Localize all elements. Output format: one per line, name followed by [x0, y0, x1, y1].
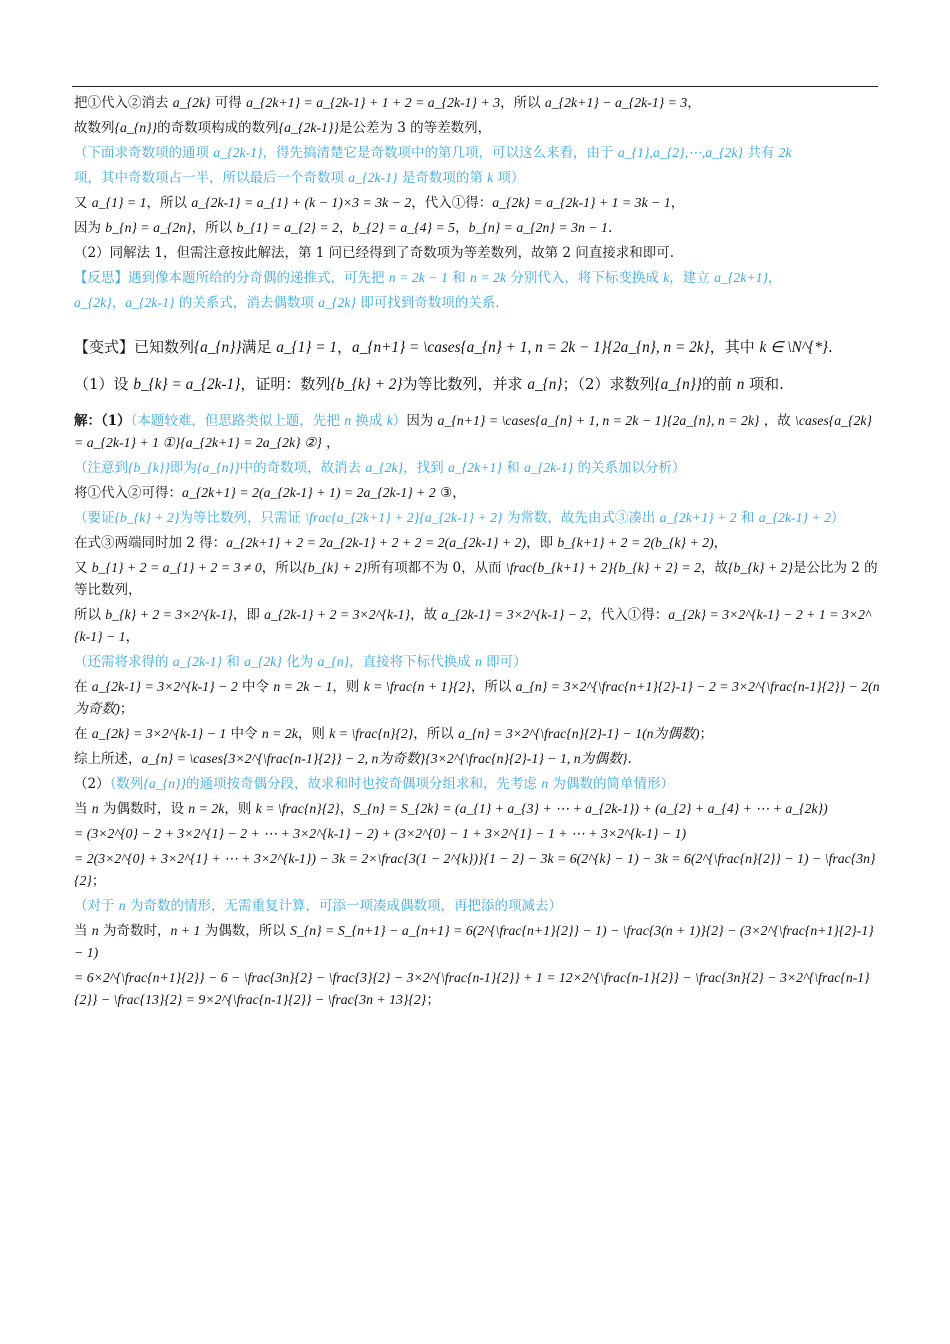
text-line	[74, 532, 880, 554]
note-math: a_{2k}	[244, 654, 282, 669]
note-line	[74, 895, 880, 917]
text-segment: ，则	[224, 801, 256, 817]
note-text: 项）	[493, 170, 525, 186]
text-line	[74, 117, 880, 139]
text-segment: ，故	[701, 560, 729, 576]
text-segment: ，	[125, 629, 140, 645]
note-math: \frac{a_{2k+1} + 2}{a_{2k-1} + 2}	[305, 510, 503, 525]
note-math: a_{2k}	[365, 460, 404, 475]
math-expression: b_{n} = a_{2n}	[105, 220, 192, 235]
text-segment: ；	[426, 992, 440, 1008]
math-expression: a_{1} = 1	[91, 195, 147, 210]
note-text: 和	[447, 270, 470, 286]
note-math: {b_{k} + 2}	[114, 510, 180, 525]
note-text: ）	[831, 510, 845, 526]
note-text: 共有	[743, 145, 779, 161]
text-segment: ，所以	[413, 726, 459, 742]
note-text: 换成	[351, 413, 387, 429]
note-math: n = 2k	[470, 270, 507, 285]
math-expression: n = 2k	[261, 726, 298, 741]
note-text: （对于	[74, 898, 119, 914]
math-expression: {b_{k} + 2}	[728, 560, 793, 575]
math-expression: = (3×2^{0} − 2 + 3×2^{1} − 2 + ⋯ + 3×2^{k-1} − 2) + (3×2^{0} − 1 + 3×2^{1} − 1 + ⋯ + 3×2^{k-1} − 1)	[74, 826, 687, 841]
math-expression: n	[91, 923, 99, 938]
math-expression: {a_{n}}	[114, 120, 158, 135]
note-text: （注意到	[74, 460, 128, 476]
summary-line	[74, 748, 880, 770]
text-segment: 项和.	[744, 375, 784, 393]
math-expression: a_{2k-1} = 3×2^{k-1} − 2	[91, 679, 238, 694]
text-segment: ，证明：数列	[240, 375, 331, 393]
text-segment: ，即	[232, 607, 265, 623]
note-math: a_{2k-1}	[172, 654, 223, 669]
note-math: a_{2k-1}	[524, 460, 574, 475]
note-math: a_{2k}	[318, 295, 356, 310]
note-line	[74, 773, 880, 795]
text-segment: ，	[339, 801, 354, 817]
note-math: a_{2k-1}	[125, 295, 175, 310]
note-text: （下面求奇数项的通项	[74, 145, 214, 161]
text-segment: 又	[74, 560, 92, 576]
text-segment: ，代入①得：	[411, 195, 493, 211]
note-text: ，建立	[669, 270, 715, 286]
math-expression: S_{n} = S_{2k} = (a_{1} + a_{3} + ⋯ + a_{2k-1}) + (a_{2} + a_{4} + ⋯ + a_{2k})	[353, 801, 828, 816]
note-text: 项，其中奇数项占一半，所以最后一个奇数项	[74, 170, 349, 186]
note-math: n = 2k − 1	[388, 270, 448, 285]
note-math: k	[663, 270, 670, 285]
note-math: k	[487, 170, 494, 185]
text-segment: 故数列	[74, 120, 115, 136]
text-segment: 当	[74, 923, 92, 939]
text-segment: ，故	[410, 607, 442, 623]
math-expression: a_{n}	[527, 376, 563, 393]
text-segment: ；	[119, 701, 134, 717]
text-segment: ，代入①得：	[587, 607, 669, 623]
note-math: {b_{k}}	[128, 460, 170, 475]
math-expression: \cases{a_{2k} = a_{2k-1} + 1 ①}{a_{2k+1} = 2a_{2k} ②}	[74, 413, 872, 450]
text-segment: .	[828, 338, 833, 356]
note-line	[74, 167, 880, 189]
note-math: a_{2k}	[74, 295, 112, 310]
variant-problem-statement	[74, 336, 880, 359]
text-segment: ；	[91, 873, 106, 889]
note-math: {a_{n}}	[143, 776, 187, 791]
text-segment: ，	[337, 338, 353, 356]
note-text: 【反思】遇到像本题所给的分奇偶的递推式，可先把	[74, 270, 389, 286]
note-math: a_{2k+1}	[447, 460, 502, 475]
note-math: n	[118, 898, 126, 913]
note-math: {a_{n}}	[196, 460, 240, 475]
text-segment: 的奇数项构成的数列	[157, 120, 279, 136]
text-segment: 为偶数时，设	[98, 801, 189, 817]
math-expression: b_{1} = a_{2} = 2	[236, 220, 340, 235]
math-expression: {a_{2k-1}}	[278, 120, 339, 135]
variant-problem-questions	[74, 373, 880, 396]
math-expression: a_{2k-1} + 2 = 3×2^{k-1}	[264, 607, 411, 622]
note-text: 为等比数列，只需证	[179, 510, 306, 526]
text-segment: 因为	[74, 220, 106, 236]
header-rule	[72, 86, 878, 87]
text-segment: 中令	[226, 726, 262, 742]
math-expression: {b_{k} + 2}	[302, 560, 368, 575]
math-expression: n = 2k − 1	[273, 679, 333, 694]
solution-start-line	[74, 410, 880, 454]
note-math: n	[344, 413, 352, 428]
math-expression: k ∈ \N^{*}	[759, 339, 829, 356]
math-expression: = 6×2^{\frac{n+1}{2}} − 6 − \frac{3n}{2} − \frac{3}{2} − 3×2^{\frac{n-1}{2}} + 1 = 12×2^{\frac{n-1}{2}} − \frac{3n}{2} − 3×2^{\frac{n-1}{2}} − \frac{13}{2} = 9×2^{\frac{n-1}{2}} − \frac{3n + 13}{2}	[74, 970, 870, 1007]
note-math: n	[541, 776, 549, 791]
note-line	[74, 142, 880, 164]
note-text: ，得先搞清楚它是奇数项中的第几项，可以这么来看，由于	[262, 145, 618, 161]
text-segment: 解：（1）	[74, 413, 131, 429]
text-line	[74, 604, 880, 648]
note-text: 中的奇数项，故消去	[239, 460, 366, 476]
math-expression: a_{n+1} = \cases{a_{n} + 1, n = 2k − 1}{2a_{n}, n = 2k}	[352, 339, 710, 356]
text-line	[74, 242, 880, 264]
math-expression: b_{n} = a_{2n} = 3n − 1	[468, 220, 608, 235]
note-text: 的关系加以分析）	[573, 460, 686, 476]
note-line	[74, 457, 880, 479]
text-segment: ，所以	[500, 95, 545, 111]
note-text: ，找到	[403, 460, 448, 476]
text-segment: 中令	[237, 679, 274, 695]
text-segment: .	[607, 220, 613, 236]
note-math: a_{2k+1} + 2	[659, 510, 737, 525]
text-segment: ，	[687, 95, 701, 111]
math-expression: k = \frac{n}{2}	[329, 726, 414, 741]
math-expression: a_{n} = \cases{3×2^{\frac{n-1}{2}} − 2, n为奇数}{3×2^{\frac{n}{2}-1} − 1, n为偶数}	[141, 751, 628, 766]
text-segment: 为偶数，所以	[200, 923, 291, 939]
text-segment: 所有项都不为 0，从而	[367, 560, 506, 576]
text-segment: ，所以	[261, 560, 303, 576]
text-segment: 的前	[701, 375, 737, 393]
text-segment: 为等比数列，并求	[402, 375, 528, 393]
math-expression: b_{k+1} + 2 = 2(b_{k} + 2)	[557, 535, 714, 550]
text-segment: ，则	[332, 679, 364, 695]
text-segment: ，所以	[146, 195, 192, 211]
text-line	[74, 482, 880, 504]
note-math: k	[386, 413, 393, 428]
note-text: 为常数，故先由式③凑出	[502, 510, 660, 526]
text-segment: 在	[74, 679, 92, 695]
note-text: ，	[768, 270, 782, 286]
text-segment: ，则	[297, 726, 330, 742]
math-expression: n + 1	[170, 923, 201, 938]
math-expression: a_{n} = 3×2^{\frac{n+1}{2}-1} − 2 = 3×2^{\frac{n-1}{2}} − 2(n为奇数)	[74, 679, 880, 716]
math-expression: b_{k} + 2 = 3×2^{k-1}	[105, 607, 233, 622]
math-expression: {a_{n}}	[654, 376, 702, 393]
note-text: （本题较难，但思路类似上题，先把	[130, 413, 345, 429]
math-expression: a_{2k} = 3×2^{k-1} − 1	[91, 726, 227, 741]
text-segment: ，	[455, 220, 469, 236]
note-text: 为偶数的简单情形）	[548, 776, 674, 792]
note-text: （数列	[109, 776, 144, 792]
note-math: n	[474, 654, 482, 669]
text-segment: 在式③两端同时加 2 得：	[74, 535, 227, 551]
math-expression: {a_{n}}	[194, 339, 242, 356]
text-segment: 综上所述，	[74, 751, 142, 767]
text-segment: 【变式】已知数列	[74, 338, 195, 356]
math-expression: n = 2k	[188, 801, 225, 816]
math-expression: \frac{b_{k+1} + 2}{b_{k} + 2} = 2	[505, 560, 702, 575]
text-line	[74, 217, 880, 239]
text-segment: ；（2）求数列	[562, 375, 655, 393]
text-line	[74, 92, 880, 114]
text-segment: ，	[713, 535, 728, 551]
text-segment: 因为	[406, 413, 438, 429]
note-text: 是奇数项的第	[397, 170, 488, 186]
text-line	[74, 920, 880, 964]
text-segment: 又	[74, 195, 92, 211]
math-expression: a_{2k-1} = 3×2^{k-1} − 2	[441, 607, 588, 622]
note-text: ，直接将下标代换成	[349, 654, 475, 670]
math-expression: a_{2k}	[172, 95, 211, 110]
math-expression: {b_{k} + 2}	[330, 376, 403, 393]
text-segment: ，所以	[470, 679, 516, 695]
equation-line	[74, 848, 880, 892]
note-text: 和	[222, 654, 245, 670]
math-expression: = 2(3×2^{0} + 3×2^{1} + ⋯ + 3×2^{k-1}) − 3k = 2×\frac{3(1 − 2^{k})}{1 − 2} − 3k = 6(2^{k} − 1) − 3k = 6(2^{\frac{n}{2}} − 1) − \frac{3n}{2}	[74, 851, 876, 888]
note-text: 即可找到奇数项的关系.	[355, 295, 500, 311]
note-math: a_{1},a_{2},⋯,a_{2k}	[617, 145, 744, 160]
math-expression: b_{k} = a_{2k-1}	[133, 376, 241, 393]
text-segment: ；	[699, 726, 713, 742]
math-expression: a_{2k} = a_{2k-1} + 1 = 3k − 1	[492, 195, 671, 210]
equation-line	[74, 967, 880, 1011]
note-math: a_{2k+1}	[714, 270, 769, 285]
note-text: ）	[392, 413, 407, 429]
math-expression: b_{1} + 2 = a_{1} + 2 = 3 ≠ 0	[91, 560, 262, 575]
note-math: a_{n}	[317, 654, 350, 669]
note-text: 分别代入，将下标变换成	[506, 270, 664, 286]
note-math: a_{2k-1} + 2	[758, 510, 832, 525]
text-segment: 可得	[210, 95, 247, 111]
math-expression: a_{2k+1} + 2 = 2a_{2k-1} + 2 + 2 = 2(a_{2k-1} + 2)	[226, 535, 527, 550]
note-text: 化为	[281, 654, 318, 670]
text-segment: 所以	[74, 607, 106, 623]
note-math: 2k	[778, 145, 792, 160]
math-expression: a_{2k+1} = a_{2k-1} + 1 + 2 = a_{2k-1} + 3	[246, 95, 501, 110]
math-expression: n	[736, 376, 745, 393]
note-line	[74, 507, 880, 529]
text-segment: 是公比为 2 的等比数列，	[74, 560, 878, 598]
math-expression: a_{2k+1} − a_{2k-1} = 3	[544, 95, 688, 110]
note-text: 和	[736, 510, 759, 526]
math-expression: k = \frac{n}{2}	[255, 801, 340, 816]
text-segment: ③，	[435, 485, 466, 501]
note-text: 和	[501, 460, 524, 476]
text-segment: .	[627, 751, 632, 767]
text-line	[74, 798, 880, 820]
reflection-line	[74, 292, 880, 314]
math-expression: S_{n} = S_{n+1} − a_{n+1} = 6(2^{\frac{n+1}{2}} − 1) − \frac{3(n + 1)}{2} − (3×2^{\frac{n+1}{2}-1} − 1)	[74, 923, 874, 960]
text-segment: ，即	[526, 535, 558, 551]
text-segment: ，所以	[191, 220, 237, 236]
text-segment: ，	[321, 435, 340, 451]
math-expression: a_{2k} = 3×2^{k-1} − 2 + 1 = 3×2^{k-1} − 1	[74, 607, 871, 644]
math-expression: b_{2} = a_{4} = 5	[352, 220, 456, 235]
text-line	[74, 192, 880, 214]
math-expression: a_{n+1} = \cases{a_{n} + 1, n = 2k − 1}{2a_{n}, n = 2k}	[437, 413, 760, 428]
note-text: 即为	[169, 460, 197, 476]
note-text: 的关系式，消去偶数项	[174, 295, 319, 311]
text-line	[74, 676, 880, 720]
text-segment: （2）	[74, 776, 110, 792]
equation-line	[74, 823, 880, 845]
text-segment: 把①代入②消去	[74, 95, 173, 111]
text-line	[74, 723, 880, 745]
note-line	[74, 651, 880, 673]
note-text: （要证	[74, 510, 115, 526]
note-text: （还需将求得的	[74, 654, 173, 670]
text-segment: 为奇数时，	[98, 923, 171, 939]
text-segment: 是公差为 3 的等差数列，	[338, 120, 492, 136]
text-segment: ，其中	[709, 338, 760, 356]
text-segment: （1）设	[74, 375, 134, 393]
note-text: ，	[111, 295, 126, 311]
note-text: 即可）	[481, 654, 527, 670]
text-segment: 将①代入②可得：	[74, 485, 182, 501]
math-expression: n	[91, 801, 99, 816]
text-segment: ，	[339, 220, 353, 236]
note-math: a_{2k-1}	[348, 170, 398, 185]
math-expression: a_{2k+1} = 2(a_{2k-1} + 1) = 2a_{2k-1} + 2	[182, 485, 436, 500]
text-segment: 在	[74, 726, 92, 742]
text-segment: ，	[670, 195, 685, 211]
math-expression: k = \frac{n + 1}{2}	[363, 679, 471, 694]
text-segment: 满足	[241, 338, 277, 356]
math-expression: a_{2k-1} = a_{1} + (k − 1)×3 = 3k − 2	[191, 195, 412, 210]
text-segment: ，故	[759, 413, 796, 429]
text-segment: （2）同解法 1，但需注意按此解法，第 1 问已经得到了奇数项为等差数列，故第 2 问直接求和即可.	[74, 245, 675, 261]
note-text: 的通项按奇偶分段，故求和时也按奇偶项分组求和，先考虑	[186, 776, 542, 792]
math-expression: a_{n} = 3×2^{\frac{n}{2}-1} − 1(n为偶数)	[458, 726, 700, 741]
text-segment: 当	[74, 801, 92, 817]
math-expression: a_{1} = 1	[276, 339, 338, 356]
text-line	[74, 557, 880, 601]
reflection-line	[74, 267, 880, 289]
note-math: a_{2k-1}	[213, 145, 263, 160]
note-text: 为奇数的情形，无需重复计算，可添一项凑成偶数项，再把添的项减去）	[125, 898, 562, 914]
document-content	[74, 92, 880, 1014]
